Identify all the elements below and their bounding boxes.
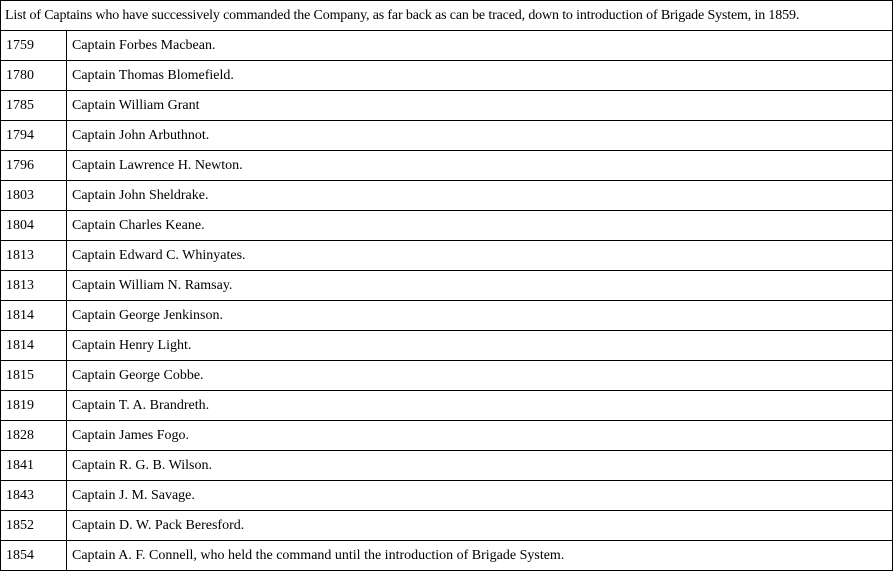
table-row [1, 181, 893, 211]
captain-cell: Captain R. G. B. Wilson. [67, 451, 893, 481]
table-row [1, 91, 893, 121]
captain-cell: Captain James Fogo. [67, 421, 893, 451]
captain-cell: Captain George Jenkinson. [67, 301, 893, 331]
year-cell: 1828 [1, 421, 67, 451]
year-cell: 1794 [1, 121, 67, 151]
captain-cell: Captain Henry Light. [67, 331, 893, 361]
table-row [1, 271, 893, 301]
table-row [1, 211, 893, 241]
table-row [1, 331, 893, 361]
table-row [1, 511, 893, 541]
year-cell: 1780 [1, 61, 67, 91]
table-row [1, 151, 893, 181]
captain-cell: Captain Charles Keane. [67, 211, 893, 241]
table-row [1, 361, 893, 391]
table-row [1, 541, 893, 571]
captain-cell: Captain Thomas Blomefield. [67, 61, 893, 91]
table-row [1, 61, 893, 91]
captain-cell: Captain Edward C. Whinyates. [67, 241, 893, 271]
year-cell: 1815 [1, 361, 67, 391]
year-cell: 1796 [1, 151, 67, 181]
table-row [1, 481, 893, 511]
year-cell: 1804 [1, 211, 67, 241]
captain-cell: Captain William N. Ramsay. [67, 271, 893, 301]
year-cell: 1814 [1, 331, 67, 361]
year-cell: 1759 [1, 31, 67, 61]
year-cell: 1819 [1, 391, 67, 421]
table-row [1, 391, 893, 421]
year-cell: 1852 [1, 511, 67, 541]
table-row [1, 31, 893, 61]
captain-cell: Captain D. W. Pack Beresford. [67, 511, 893, 541]
table-row [1, 121, 893, 151]
table-row [1, 241, 893, 271]
year-cell: 1854 [1, 541, 67, 571]
table-row [1, 451, 893, 481]
year-cell: 1813 [1, 271, 67, 301]
captain-cell: Captain Lawrence H. Newton. [67, 151, 893, 181]
table-row [1, 421, 893, 451]
table-row [1, 301, 893, 331]
year-cell: 1843 [1, 481, 67, 511]
captain-cell: Captain John Arbuthnot. [67, 121, 893, 151]
year-cell: 1785 [1, 91, 67, 121]
captain-cell: Captain Forbes Macbean. [67, 31, 893, 61]
captains-table-body [1, 1, 893, 571]
table-caption: List of Captains who have successively commanded the Company, as far back as can be traced, down to introduction of Brigade System, in 1859. [1, 1, 893, 31]
year-cell: 1813 [1, 241, 67, 271]
year-cell: 1803 [1, 181, 67, 211]
captain-cell: Captain John Sheldrake. [67, 181, 893, 211]
year-cell: 1814 [1, 301, 67, 331]
captain-cell: Captain A. F. Connell, who held the command until the introduction of Brigade System. [67, 541, 893, 571]
captain-cell: Captain William Grant [67, 91, 893, 121]
captain-cell: Captain George Cobbe. [67, 361, 893, 391]
captain-cell: Captain J. M. Savage. [67, 481, 893, 511]
year-cell: 1841 [1, 451, 67, 481]
captain-cell: Captain T. A. Brandreth. [67, 391, 893, 421]
table-caption-row [1, 1, 893, 31]
